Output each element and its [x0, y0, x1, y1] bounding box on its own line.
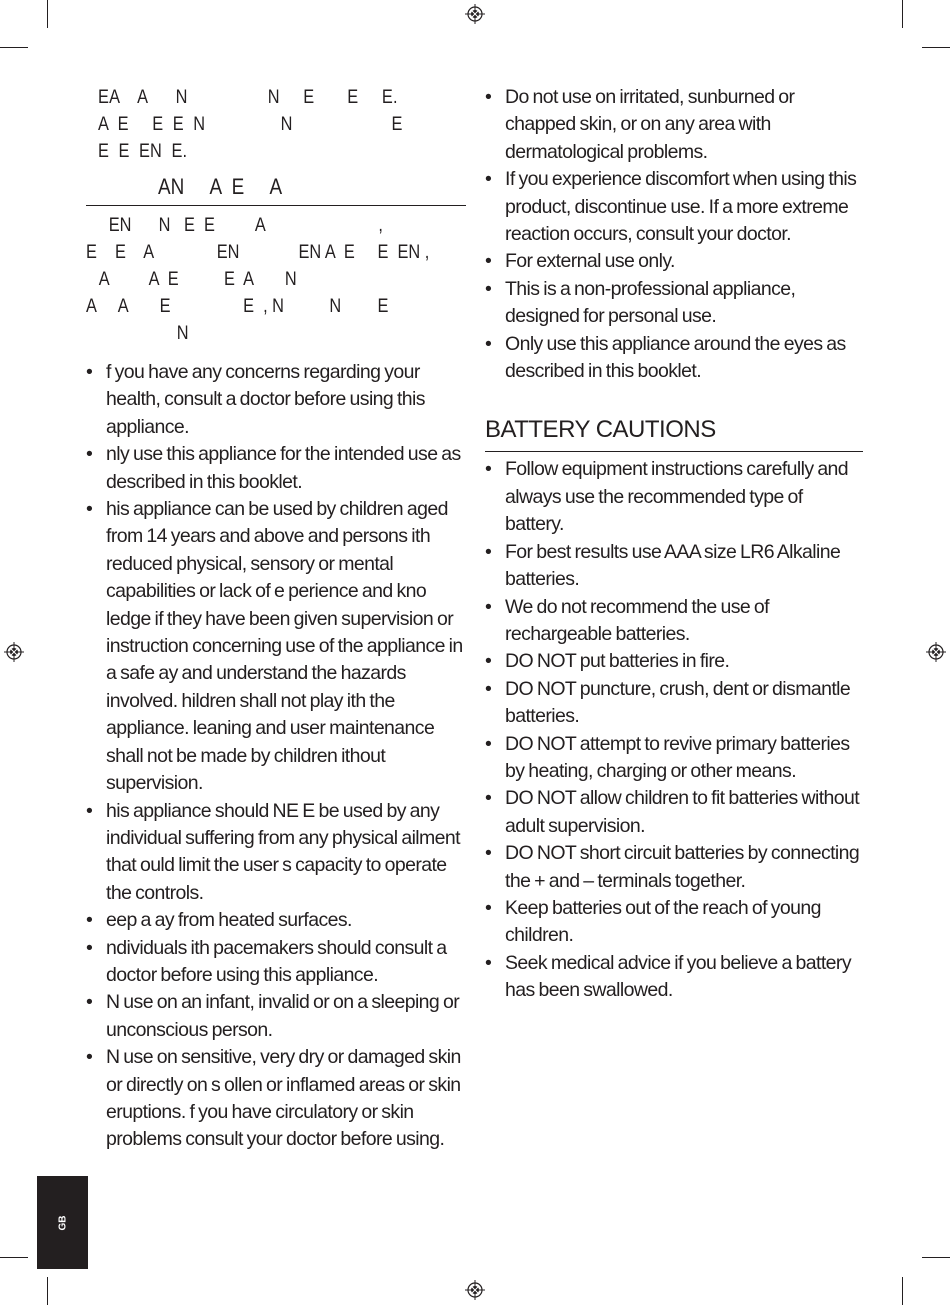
- list-item: • For external use only.: [485, 248, 865, 275]
- list-item: • If you experience discomfort when using this product, discontinue use. If a more extreme reaction occurs, consult your doctor.: [485, 166, 865, 248]
- crop-mark: [0, 47, 28, 48]
- list-item: • DO NOT short circuit batteries by connecting the + and – terminals together.: [485, 840, 865, 895]
- intro-line: E E EN E.: [98, 141, 188, 162]
- list-item: • Only use this appliance around the eyes as described in this booklet.: [485, 331, 865, 386]
- list-item: • N use on an infant, invalid or on a sleeping or unconscious person.: [86, 989, 466, 1044]
- list-item: • his appliance can be used by children aged from 14 years and above and persons ith reduced physical, sensory or mental capabilities or lack of e perience and kno ledge if they have been given supervision or instruction concerning use of the appliance in a safe ay and understand the hazards involved. hildren shall not play ith the appliance. leaning and user maintenance shall not be made by children ithout supervision.: [86, 496, 466, 797]
- list-item: • DO NOT allow children to fit batteries without adult supervision.: [485, 785, 865, 840]
- warning-line: E E A EN EN A E E EN ,: [86, 242, 430, 263]
- safety-list: [86, 359, 466, 1154]
- crop-mark: [47, 1277, 48, 1305]
- section-divider: [86, 205, 466, 206]
- crop-mark: [0, 1257, 28, 1258]
- crop-mark: [902, 0, 903, 28]
- list-item: • We do not recommend the use of rechargeable batteries.: [485, 594, 865, 649]
- intro-line: EA A N N E E E.: [98, 87, 398, 108]
- intro-line: A E E E N N E: [98, 114, 403, 135]
- left-column: [86, 84, 466, 1154]
- right-column: [485, 84, 865, 1005]
- list-item: • his appliance should NE E be used by any individual suffering from any physical ailment that ould limit the user s capacity to operate the controls.: [86, 798, 466, 908]
- language-tab-label: GB: [57, 1215, 68, 1230]
- battery-cautions-title: BATTERY CAUTIONS: [485, 416, 716, 444]
- list-item: • Seek medical advice if you believe a battery has been swallowed.: [485, 950, 865, 1005]
- list-item: • DO NOT puncture, crush, dent or dismantle batteries.: [485, 676, 865, 731]
- registration-mark-icon: [4, 642, 24, 662]
- list-item: • ndividuals ith pacemakers should consult a doctor before using this appliance.: [86, 935, 466, 990]
- safety-list-continued: [485, 84, 865, 385]
- battery-list: [485, 456, 865, 1004]
- list-item: • DO NOT put batteries in fire.: [485, 648, 865, 675]
- warning-line: A A E E A N: [86, 269, 297, 290]
- list-item: • For best results use AAA size LR6 Alkaline batteries.: [485, 539, 865, 594]
- list-item: • Do not use on irritated, sunburned or chapped skin, or on any area with dermatological problems.: [485, 84, 865, 166]
- list-item: • This is a non-professional appliance, designed for personal use.: [485, 276, 865, 331]
- warning-line: EN N E E A ,: [86, 215, 383, 236]
- crop-mark: [922, 1257, 950, 1258]
- registration-mark-icon: [926, 642, 946, 662]
- list-item: • Keep batteries out of the reach of young children.: [485, 895, 865, 950]
- language-tab: [37, 1176, 88, 1269]
- section-divider: [485, 451, 863, 452]
- registration-mark-icon: [465, 1280, 485, 1300]
- list-item: • DO NOT attempt to revive primary batteries by heating, charging or other means.: [485, 731, 865, 786]
- list-item: • Follow equipment instructions carefully and always use the recommended type of battery.: [485, 456, 865, 538]
- warning-line: A A E E , N N E: [86, 296, 389, 317]
- list-item: • f you have any concerns regarding your health, consult a doctor before using this appliance.: [86, 359, 466, 441]
- crop-mark: [902, 1277, 903, 1305]
- list-item: • nly use this appliance for the intended use as described in this booklet.: [86, 441, 466, 496]
- list-item: • eep a ay from heated surfaces.: [86, 907, 466, 934]
- crop-mark: [922, 47, 950, 48]
- registration-mark-icon: [465, 4, 485, 24]
- crop-mark: [47, 0, 48, 28]
- list-item: • N use on sensitive, very dry or damaged skin or directly on s ollen or inflamed areas or skin eruptions. f you have circulatory or skin problems consult your doctor before using.: [86, 1044, 466, 1154]
- section-heading: AN A E A: [158, 174, 283, 199]
- warning-line: N: [86, 323, 189, 344]
